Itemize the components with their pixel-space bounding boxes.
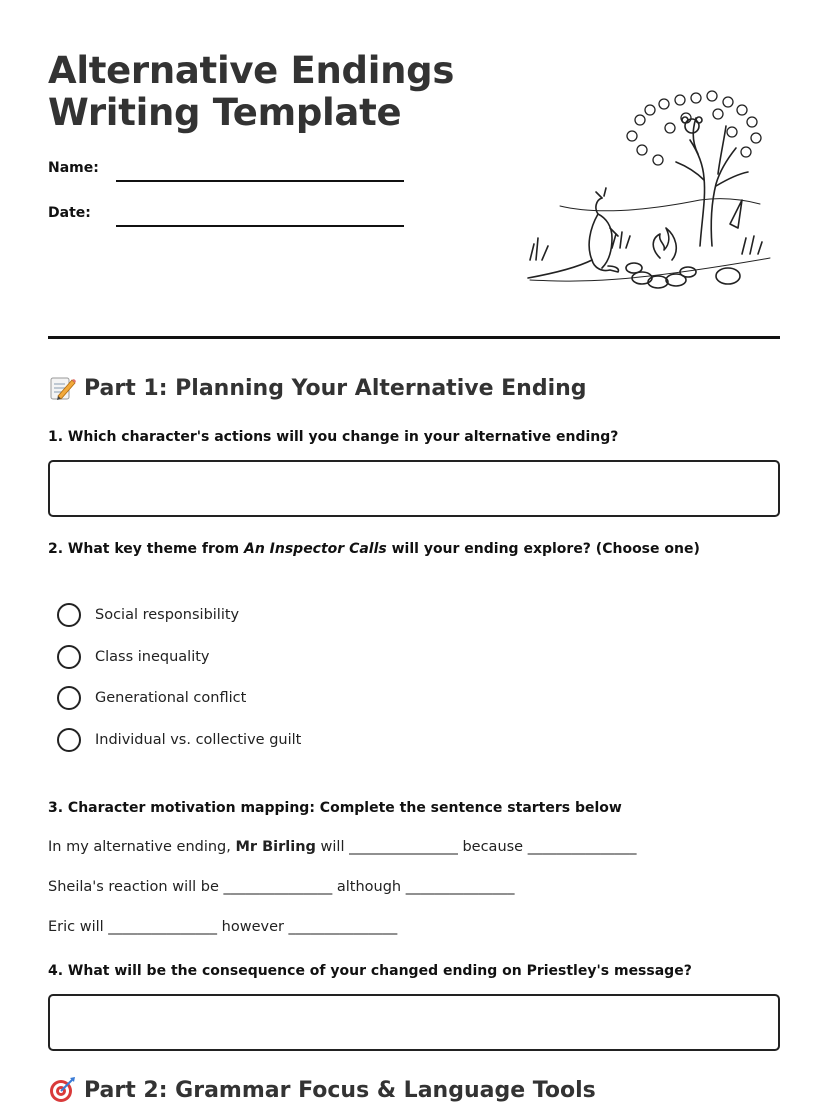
bush-scene-illustration — [520, 88, 772, 298]
question-4: 4. What will be the consequence of your changed ending on Priestley's message? — [48, 963, 692, 979]
answer-box-4[interactable] — [48, 994, 780, 1051]
title-line-2: Writing Template — [48, 91, 402, 134]
starter-1-prefix: In my alternative ending, — [48, 839, 236, 855]
starter-1-rest: will _______________ because _______________ — [315, 839, 637, 855]
sentence-starter-1[interactable] — [48, 839, 636, 855]
option-label: Generational conflict — [95, 690, 247, 706]
title-line-1: Alternative Endings — [48, 49, 455, 92]
name-field[interactable] — [116, 180, 404, 182]
radio-button[interactable] — [57, 728, 81, 752]
sentence-starter-2[interactable]: Sheila's reaction will be _______________ although _______________ — [48, 879, 515, 895]
target-dart-icon — [48, 1076, 76, 1104]
section-divider — [48, 336, 780, 339]
date-field[interactable] — [116, 225, 404, 227]
sentence-starter-3[interactable]: Eric will _______________ however _______________ — [48, 919, 398, 935]
part1-title: Part 1: Planning Your Alternative Ending — [84, 375, 587, 401]
theme-option[interactable] — [57, 645, 210, 669]
part1-heading — [48, 374, 587, 402]
question-2-prefix: 2. What key theme from — [48, 541, 244, 557]
radio-button[interactable] — [57, 645, 81, 669]
theme-option[interactable] — [57, 728, 301, 752]
option-label: Individual vs. collective guilt — [95, 732, 302, 748]
question-2 — [48, 541, 700, 557]
memo-pencil-icon — [48, 374, 76, 402]
question-2-suffix: will your ending explore? (Choose one) — [386, 541, 700, 557]
part2-title: Part 2: Grammar Focus & Language Tools — [84, 1077, 596, 1103]
question-1: 1. Which character's actions will you change in your alternative ending? — [48, 429, 619, 445]
character-name: Mr Birling — [235, 839, 316, 855]
question-3: 3. Character motivation mapping: Complete the sentence starters below — [48, 800, 622, 816]
radio-button[interactable] — [57, 686, 81, 710]
theme-option[interactable] — [57, 686, 246, 710]
page-title — [48, 50, 454, 134]
name-label: Name: — [48, 160, 99, 176]
option-label: Class inequality — [95, 649, 210, 665]
answer-box-1[interactable] — [48, 460, 780, 517]
play-title: An Inspector Calls — [243, 541, 387, 557]
radio-button[interactable] — [57, 603, 81, 627]
date-label: Date: — [48, 205, 91, 221]
option-label: Social responsibility — [95, 607, 240, 623]
part2-heading — [48, 1076, 596, 1104]
theme-option[interactable] — [57, 603, 239, 627]
